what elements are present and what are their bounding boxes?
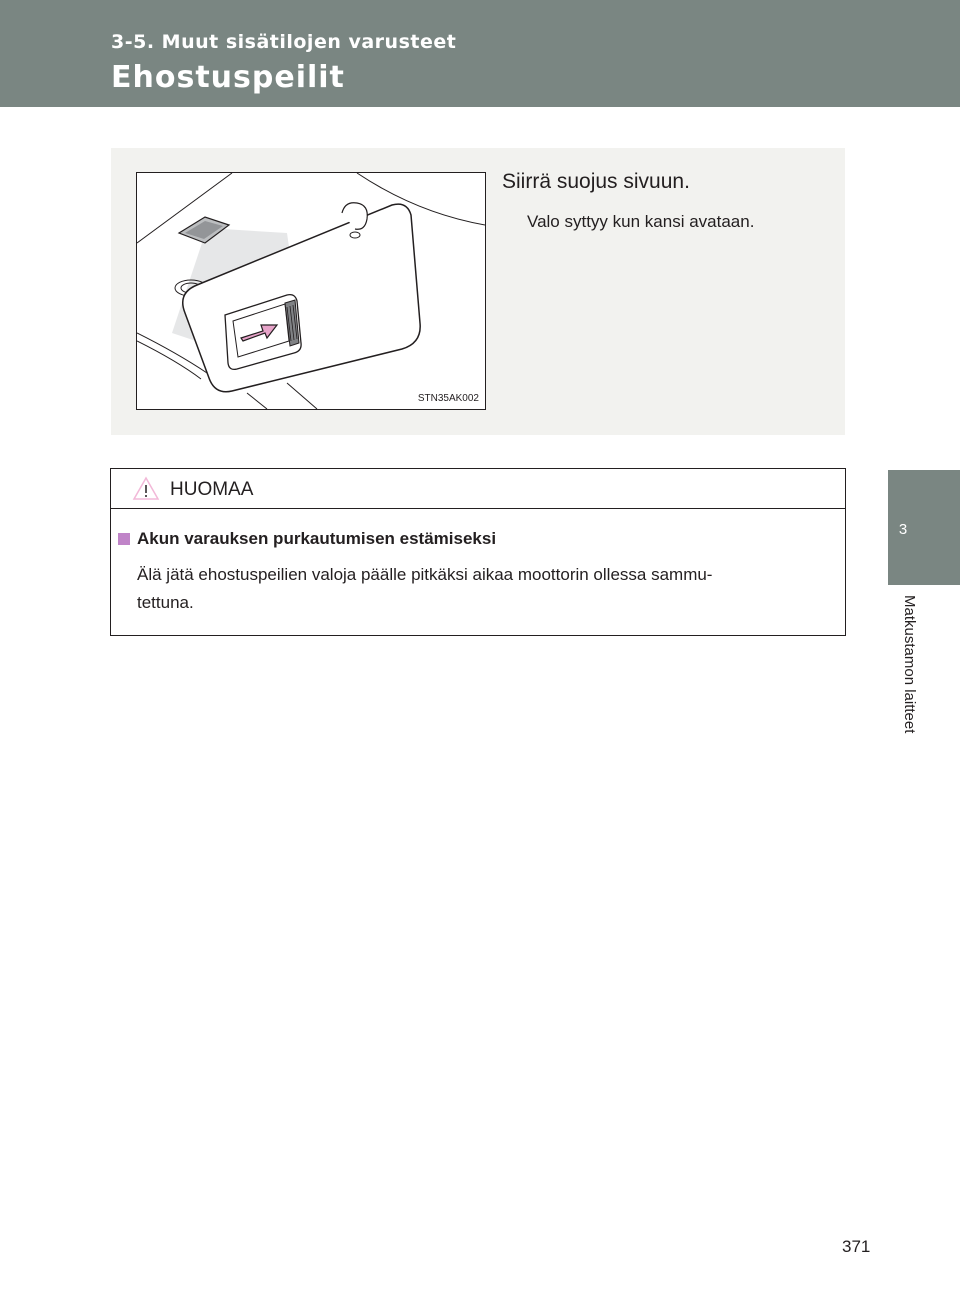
page-header xyxy=(0,0,960,107)
notice-line-1: Älä jätä ehostuspeilien valoja päälle pitkäksi aikaa moottorin ollessa sammu- xyxy=(137,565,713,584)
chapter-number: 3 xyxy=(898,521,908,538)
page-number: 371 xyxy=(842,1237,871,1256)
notice-title: HUOMAA xyxy=(170,479,254,500)
sun-visor-drawing xyxy=(137,173,485,409)
bullet-square-icon xyxy=(118,533,130,545)
chapter-label xyxy=(884,595,924,795)
chapter-title: Matkustamon laitteet xyxy=(901,595,918,734)
page-title: Ehostuspeilit xyxy=(111,60,345,95)
warning-triangle-icon xyxy=(132,476,160,501)
notice-line-2: tettuna. xyxy=(137,593,194,612)
chapter-tab[interactable] xyxy=(888,470,960,585)
section-heading: 3-5. Muut sisätilojen varusteet xyxy=(111,31,457,53)
notice-box xyxy=(110,468,846,636)
figure-code: STN35AK002 xyxy=(417,393,479,404)
sun-visor-illustration xyxy=(136,172,486,410)
instruction-panel xyxy=(111,148,845,435)
instruction-text: Siirrä suojus sivuun. xyxy=(502,170,690,193)
notice-body xyxy=(137,561,841,617)
notice-header xyxy=(111,469,845,509)
instruction-note: Valo syttyy kun kansi avataan. xyxy=(527,212,755,231)
notice-subheading: Akun varauksen purkautumisen estämiseksi xyxy=(137,529,497,548)
